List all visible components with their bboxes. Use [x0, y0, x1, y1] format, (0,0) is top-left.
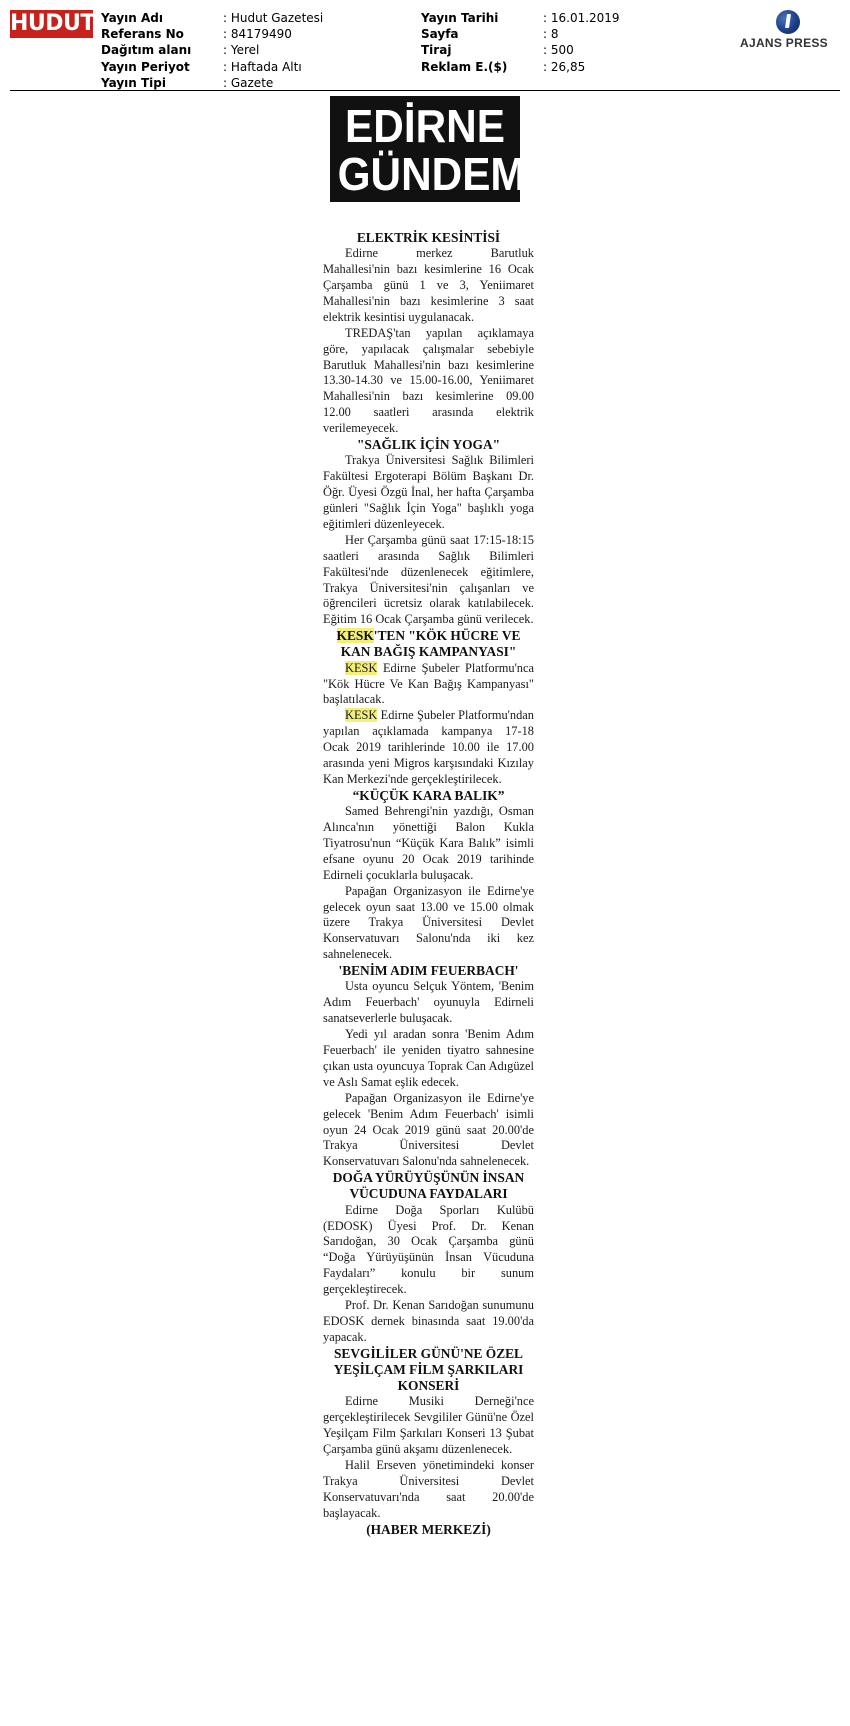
section-masthead	[330, 96, 538, 202]
meta-label: Reklam E.($)	[421, 59, 508, 74]
meta-value: : 500	[543, 43, 574, 58]
highlighted-keyword: KESK	[345, 660, 378, 675]
news-paragraph: Halil Erseven yönetimindeki konser Trakya Üniversitesi Devlet Konservatuvarı'nda saat 20.00'de başlayacak.	[323, 1458, 534, 1520]
news-paragraph	[323, 661, 534, 709]
ajans-press-wordmark: AJANS PRESS	[740, 36, 828, 50]
news-paragraph: Usta oyuncu Selçuk Yöntem, 'Benim Adım Feuerbach' oyunuyla Edirneli sanatseverlerle buluşacak.	[323, 979, 534, 1026]
meta-row	[101, 42, 323, 58]
meta-row	[101, 26, 323, 42]
masthead-line: GÜNDEMİ	[337, 148, 538, 200]
meta-label: Tiraj	[421, 43, 452, 58]
highlighted-keyword: KESK	[345, 708, 378, 723]
globe-icon	[776, 10, 800, 34]
meta-value: : Haftada Altı	[223, 59, 302, 74]
news-heading: 'BENİM ADIM FEUERBACH'	[338, 963, 519, 979]
meta-row	[101, 75, 323, 91]
highlighted-keyword: KESK	[336, 628, 374, 644]
meta-row	[101, 59, 323, 75]
meta-label: Referans No	[101, 27, 184, 42]
meta-value: : 8	[543, 27, 559, 42]
publication-meta-left	[101, 10, 323, 91]
news-paragraph	[323, 708, 534, 788]
heading-text: 'TEN "KÖK HÜCRE VE KAN BAĞIŞ KAMPANYASI"	[340, 628, 521, 660]
meta-value: : Hudut Gazetesi	[223, 11, 324, 25]
paragraph-text: Edirne Şubeler Platformu'nca "Kök Hücre Ve Kan Bağış Kampanyası" başlatılacak.	[323, 660, 534, 707]
news-paragraph: TREDAŞ'tan yapılan açıklamaya göre, yapılacak çalışmalar sebebiyle Barutluk Mahallesi'nin bazı kesimlerine 13.30-14.30 ve 15.00-16.00, Yeniimaret Mahallesi'nin bazı kesimlerine 09.00 12.00 saatleri arasında elektrik verilemeyecek.	[323, 325, 534, 436]
news-paragraph: Samed Behrengi'nin yazdığı, Osman Alınca'nın yönettiği Balon Kukla Tiyatrosu'nun “Küçük Kara Balık” isimli efsane oyunu 20 Ocak 2019 tarihinde Edirneli çocuklarla buluşacak.	[323, 804, 534, 882]
meta-row	[421, 26, 620, 42]
meta-value: : Gazete	[223, 75, 274, 90]
news-heading	[323, 628, 534, 660]
meta-value: : 84179490	[223, 27, 292, 42]
news-paragraph: Papağan Organizasyon ile Edirne'ye gelecek oyun saat 13.00 ve 15.00 olmak üzere Trakya Üniversitesi Devlet Konservatuvarı Salonu'nda iki kez sahnelenecek.	[323, 883, 534, 962]
meta-label: Yayın Adı	[101, 11, 163, 25]
news-paragraph: Edirne merkez Barutluk Mahallesi'nin bazı kesimlerine 16 Ocak Çarşamba günü 1 ve 3, Yeniimaret Mahallesi'nin bazı kesimlerine 3 saat elektrik kesintisi uygulanacak.	[323, 246, 534, 324]
meta-value: : 26,85	[543, 59, 586, 74]
hudut-logo: HUDUT	[10, 11, 95, 36]
header-divider	[10, 90, 840, 91]
article-column	[323, 230, 534, 1538]
meta-row	[421, 42, 620, 58]
meta-value: : 16.01.2019	[543, 11, 620, 25]
news-paragraph: Prof. Dr. Kenan Sarıdoğan sunumunu EDOSK dernek binasında saat 19.00'da yapacak.	[323, 1298, 534, 1344]
meta-row	[101, 10, 323, 26]
meta-label: Yayın Tipi	[101, 75, 166, 90]
paragraph-text: Edirne Şubeler Platformu'ndan yapılan açıklamada kampanya 17-18 Ocak 2019 tarihlerinde 10.00 ile 17.00 arasında yeni Migros karşısındaki Kızılay Kan Merkezi'nde gerçekleştirilecek.	[323, 708, 534, 786]
news-paragraph: Edirne Doğa Sporları Kulübü (EDOSK) Üyesi Prof. Dr. Kenan Sarıdoğan, 30 Ocak Çarşamba günü “Doğa Yürüyüşünün İnsan Vücuduna Faydaları” konulu bir sunum gerçekleştirecek.	[323, 1202, 534, 1297]
news-heading: "SAĞLIK İÇİN YOGA"	[356, 437, 501, 453]
news-paragraph: Papağan Organizasyon ile Edirne'ye gelecek 'Benim Adım Feuerbach' isimli oyun 24 Ocak 2019 günü saat 20.00'de Trakya Üniversitesi Devlet Konservatuvarı Salonu'nda sahnelenecek.	[323, 1090, 534, 1169]
masthead-line: EDİRNE	[345, 100, 505, 152]
meta-label: Dağıtım alanı	[101, 43, 192, 58]
news-paragraph: Edirne Musiki Derneği'nce gerçekleştirilecek Sevgililer Günü'ne Özel Yeşilçam Film Şarkıları Konseri 13 Şubat Çarşamba günü akşamı düzenlenecek.	[323, 1394, 534, 1457]
meta-label: Yayın Periyot	[101, 59, 190, 74]
news-heading: SEVGİLİLER GÜNÜ'NE ÖZEL YEŞİLÇAM FİLM ŞARKILARI KONSERİ	[333, 1345, 524, 1394]
ajans-press-logo	[740, 10, 828, 50]
meta-value: : Yerel	[223, 43, 260, 58]
meta-label: Yayın Tarihi	[421, 11, 499, 25]
publication-meta-right	[421, 10, 620, 75]
article-signature: (HABER MERKEZİ)	[366, 1521, 491, 1537]
news-heading: ELEKTRİK KESİNTİSİ	[356, 230, 501, 245]
news-paragraph: Her Çarşamba günü saat 17:15-18:15 saatleri arasında Sağlık Bilimleri Fakültesi'nde düzenlenecek eğitimlere, Trakya Üniversitesi'nin çalışanları ve öğrencileri ücretsiz olarak katılabilecek. Eğitim 16 Ocak Çarşamba günü verilecek.	[323, 532, 534, 627]
news-heading: “KÜÇÜK KARA BALIK”	[352, 787, 505, 803]
news-heading: DOĞA YÜRÜYÜŞÜNÜN İNSAN VÜCUDUNA FAYDALARI	[332, 1170, 525, 1202]
meta-row	[421, 10, 620, 26]
meta-label: Sayfa	[421, 27, 459, 42]
news-paragraph: Trakya Üniversitesi Sağlık Bilimleri Fakültesi Ergoterapi Bölüm Başkanı Dr. Öğr. Üyesi Özgü İnal, her hafta Çarşamba günleri "Sağlık İçin Yoga" başlıklı yoga eğitimleri düzenleyecek.	[323, 453, 534, 531]
news-paragraph: Yedi yıl aradan sonra 'Benim Adım Feuerbach' ile yeniden tiyatro sahnesine çıkan usta oyuncuya Toprak Can Adıgüzel ve Aslı Samat eşlik edecek.	[323, 1027, 534, 1089]
meta-row	[421, 59, 620, 75]
